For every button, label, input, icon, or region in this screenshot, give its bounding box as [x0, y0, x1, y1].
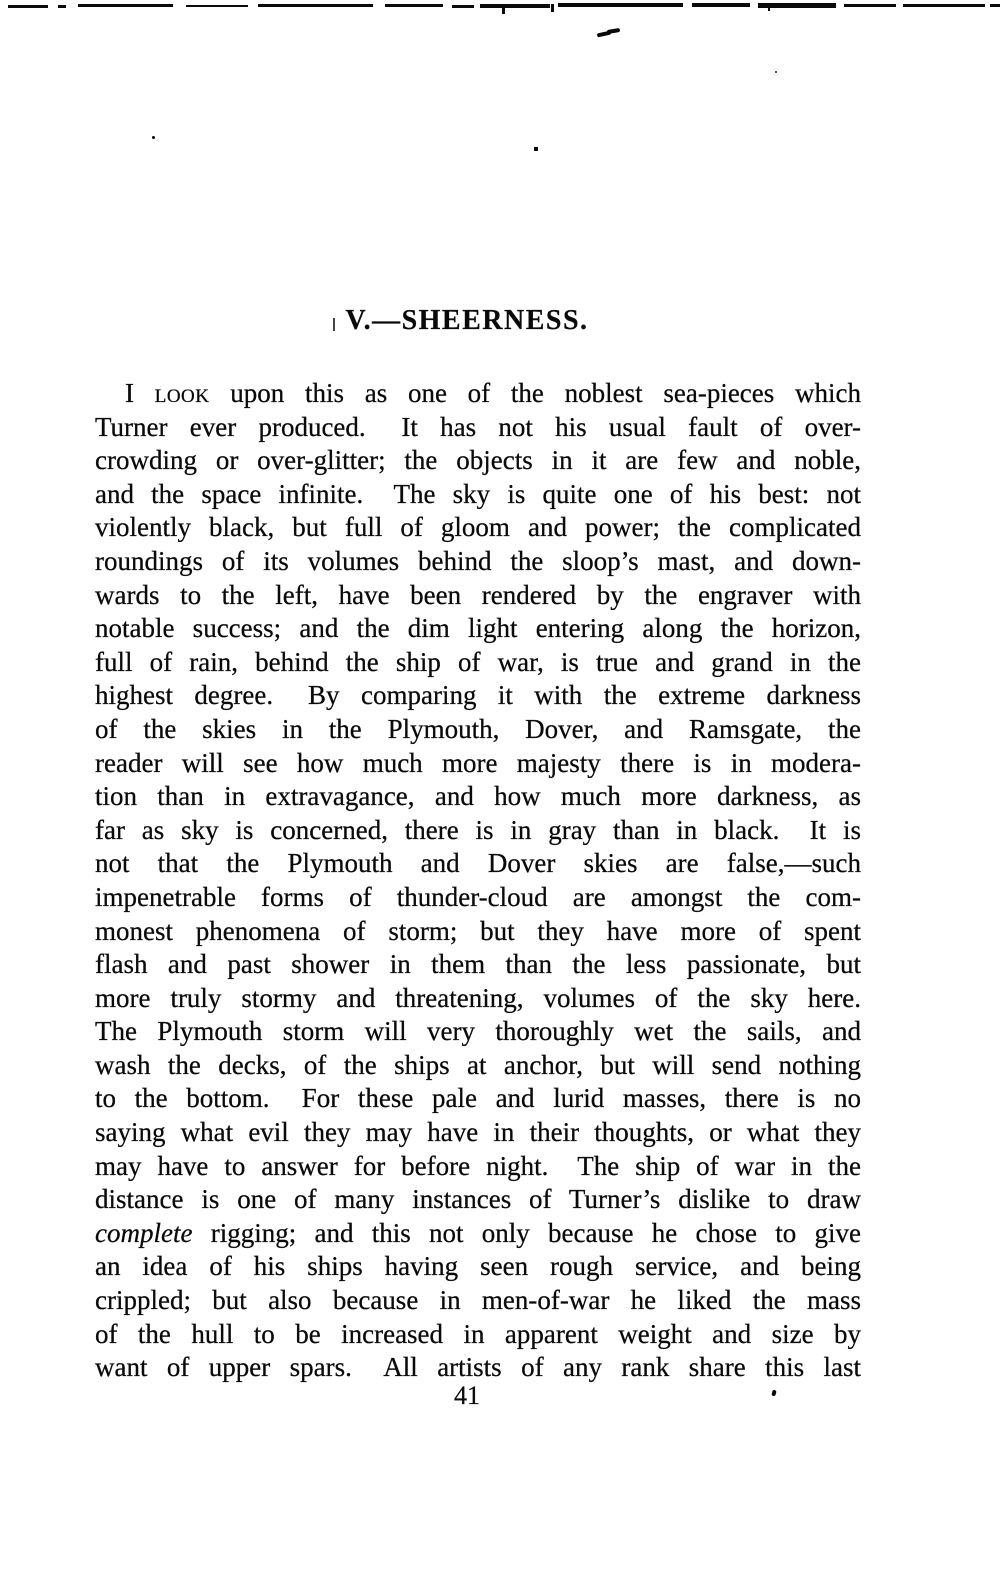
text-segment: flash and past shower in them than the less passionate, but — [95, 949, 861, 980]
text-segment: Turner ever produced. It has not his usual fault of over- — [95, 411, 861, 442]
scan-edge-segment — [558, 3, 683, 7]
text-line — [95, 1082, 861, 1116]
text-segment: upon this as one of the noblest sea-pieces which — [209, 378, 861, 408]
text-line — [95, 612, 861, 646]
text-segment: wash the decks, of the ships at anchor, but will send nothing — [95, 1049, 861, 1080]
text-segment: an idea of his ships having seen rough service, and being — [95, 1251, 861, 1282]
scan-edge-segment — [452, 5, 474, 8]
text-segment: wards to the left, have been rendered by the engraver with — [95, 579, 861, 610]
text-segment: I — [125, 378, 155, 408]
text-line — [95, 545, 861, 579]
text-segment: violently black, but full of gloom and power; the complicated — [95, 512, 861, 543]
text-segment: notable success; and the dim light entering along the horizon, — [95, 613, 861, 644]
text-line — [95, 646, 861, 680]
text-line — [95, 814, 861, 848]
text-segment: not that the Plymouth and Dover skies are false,—such — [95, 848, 861, 879]
page-number: 41 — [454, 1381, 480, 1410]
scan-edge-segment — [78, 4, 173, 7]
text-segment: reader will see how much more majesty there is in modera- — [95, 747, 861, 778]
text-line — [95, 847, 861, 881]
scan-edge-segment — [58, 5, 66, 8]
text-line — [95, 948, 861, 982]
text-line — [95, 377, 861, 411]
text-segment: crowding or over-glitter; the objects in it are few and noble, — [95, 445, 861, 476]
text-segment: more truly stormy and threatening, volumes of the sky here. — [95, 982, 861, 1013]
text-line — [95, 915, 861, 949]
text-segment: crippled; but also because in men-of-war he liked the mass — [95, 1285, 861, 1316]
text-line — [95, 881, 861, 915]
scan-edge-segment — [990, 4, 1000, 7]
text-segment-italic: complete — [95, 1217, 193, 1248]
text-line — [95, 713, 861, 747]
text-line — [95, 1049, 861, 1083]
text-segment: may have to answer for before night. The ship of war in the — [95, 1150, 861, 1181]
scan-edge-segment — [258, 4, 373, 7]
text-line — [95, 1351, 861, 1385]
text-line — [95, 1284, 861, 1318]
chapter-heading: V.—SHEERNESS. — [345, 305, 589, 336]
text-segment: The Plymouth storm will very thoroughly wet the sails, and — [95, 1016, 861, 1047]
text-line — [95, 411, 861, 445]
text-segment: distance is one of many instances of Turner’s dislike to draw — [95, 1184, 861, 1215]
paragraph — [95, 377, 861, 1385]
scan-speck — [775, 71, 777, 73]
scan-edge-segment — [385, 4, 443, 7]
scan-edge-segment — [844, 4, 896, 7]
text-line — [95, 1150, 861, 1184]
text-segment: far as sky is concerned, there is in gray than in black. It is — [95, 814, 861, 845]
text-line — [95, 511, 861, 545]
scan-edge-segment — [903, 4, 985, 7]
text-line — [95, 747, 861, 781]
text-line — [95, 780, 861, 814]
text-segment: tion than in extravagance, and how much more darkness, as — [95, 781, 861, 812]
text-line — [95, 1217, 861, 1251]
scan-edge-segment — [480, 4, 550, 8]
text-segment-smallcaps: look — [154, 378, 210, 408]
text-line — [95, 982, 861, 1016]
text-segment: impenetrable forms of thunder-cloud are amongst the com- — [95, 881, 861, 912]
text-line — [95, 444, 861, 478]
text-line — [95, 1183, 861, 1217]
scan-edge-tick — [551, 4, 554, 12]
scan-edge-tick — [768, 4, 770, 11]
text-segment: rigging; and this not only because he chose to give — [192, 1217, 861, 1248]
text-segment: of the skies in the Plymouth, Dover, and Ramsgate, the — [95, 713, 861, 744]
text-segment: want of upper spars. All artists of any rank share this last — [95, 1352, 861, 1383]
text-line — [95, 1116, 861, 1150]
text-segment: to the bottom. For these pale and lurid masses, there is no — [95, 1083, 861, 1114]
text-line — [95, 478, 861, 512]
text-segment: of the hull to be increased in apparent weight and size by — [95, 1318, 861, 1349]
text-segment: and the space infinite. The sky is quite one of his best: not — [95, 478, 861, 509]
scan-edge-segment — [186, 5, 248, 7]
text-segment: saying what evil they may have in their thoughts, or what they — [95, 1117, 861, 1148]
scan-edge-tick — [502, 4, 505, 14]
text-line — [95, 1250, 861, 1284]
text-line — [95, 579, 861, 613]
text-segment: full of rain, behind the ship of war, is true and grand in the — [95, 646, 861, 677]
scan-edge-segment — [8, 5, 48, 8]
text-segment: highest degree. By comparing it with the extreme darkness — [95, 680, 861, 711]
scan-smudge — [607, 28, 620, 34]
scan-edge-segment — [692, 3, 750, 7]
text-segment: roundings of its volumes behind the sloop’s mast, and down- — [95, 545, 861, 576]
text-line — [95, 679, 861, 713]
text-line — [95, 1015, 861, 1049]
scan-speck — [534, 147, 538, 151]
text-segment: monest phenomena of storm; but they have more of spent — [95, 915, 861, 946]
text-line — [95, 1318, 861, 1352]
scan-speck — [152, 136, 155, 139]
